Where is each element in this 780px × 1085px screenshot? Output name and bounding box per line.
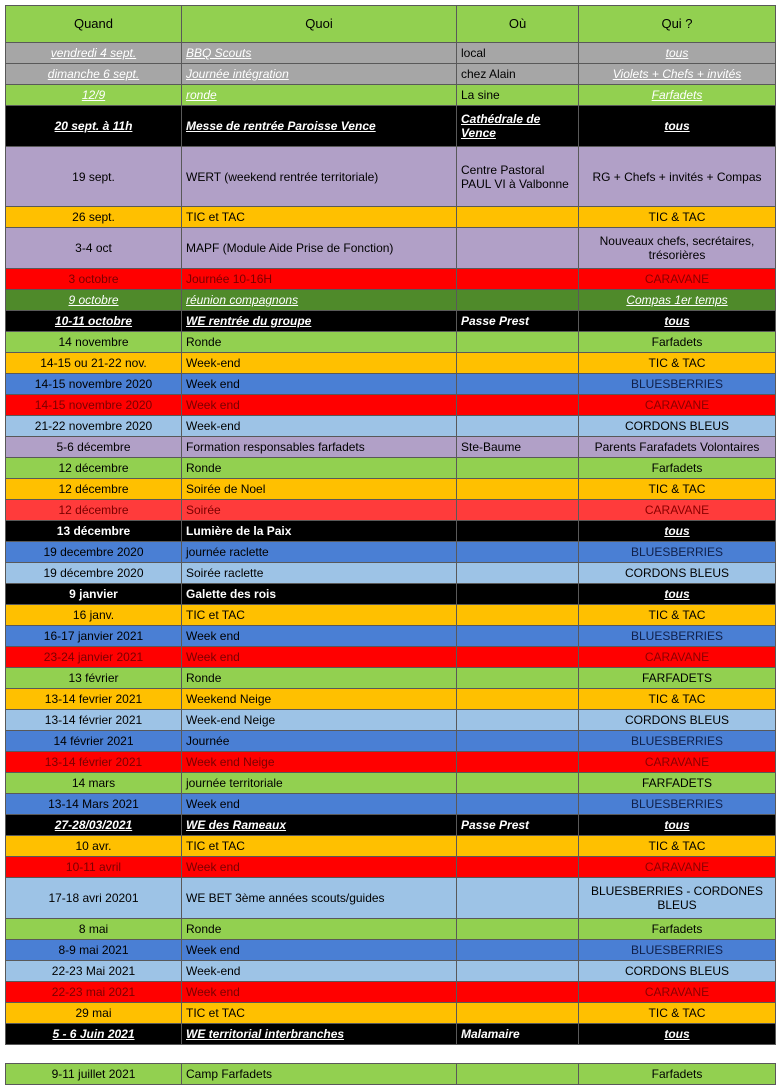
cell-qui[interactable]: CARAVANE <box>579 269 776 290</box>
cell-ou[interactable] <box>457 332 579 353</box>
cell-qui[interactable]: CARAVANE <box>579 752 776 773</box>
cell-quand[interactable]: 10 avr. <box>6 836 182 857</box>
cell-qui[interactable]: TIC & TAC <box>579 605 776 626</box>
cell-quand[interactable]: 5 - 6 Juin 2021 <box>6 1024 182 1045</box>
table-row <box>6 1024 776 1045</box>
schedule-sheet <box>5 5 775 1085</box>
cell-quand[interactable]: 3 octobre <box>6 269 182 290</box>
table-row <box>6 437 776 458</box>
cell-quoi[interactable]: WE territorial interbranches <box>182 1024 457 1045</box>
cell-qui[interactable]: Farfadets <box>579 1064 776 1085</box>
cell-quand[interactable]: 13 décembre <box>6 521 182 542</box>
cell-quoi[interactable]: Week end Neige <box>182 752 457 773</box>
cell-quoi[interactable]: WE BET 3ème années scouts/guides <box>182 878 457 919</box>
cell-quand[interactable]: 13-14 février 2021 <box>6 710 182 731</box>
cell-ou[interactable] <box>457 710 579 731</box>
cell-quand[interactable]: 12 décembre <box>6 500 182 521</box>
table-row <box>6 878 776 919</box>
cell-ou[interactable] <box>457 919 579 940</box>
table-row <box>6 752 776 773</box>
cell-ou[interactable]: Passe Prest <box>457 311 579 332</box>
cell-qui[interactable]: TIC & TAC <box>579 1003 776 1024</box>
cell-ou[interactable] <box>457 542 579 563</box>
table-row <box>6 147 776 207</box>
cell-qui[interactable]: FARFADETS <box>579 668 776 689</box>
cell-qui[interactable]: CARAVANE <box>579 647 776 668</box>
cell-qui[interactable]: RG + Chefs + invités + Compas <box>579 147 776 207</box>
cell-quand[interactable]: 16-17 janvier 2021 <box>6 626 182 647</box>
cell-quand[interactable]: 14 mars <box>6 773 182 794</box>
table-row <box>6 836 776 857</box>
cell-quand[interactable]: 26 sept. <box>6 207 182 228</box>
cell-quand[interactable]: 23-24 janvier 2021 <box>6 647 182 668</box>
cell-qui[interactable]: BLUESBERRIES <box>579 542 776 563</box>
cell-qui[interactable]: tous <box>579 311 776 332</box>
cell-quand[interactable]: 14-15 ou 21-22 nov. <box>6 353 182 374</box>
cell-qui[interactable]: BLUESBERRIES <box>579 940 776 961</box>
cell-qui[interactable]: Compas 1er temps <box>579 290 776 311</box>
header-quand[interactable]: Quand <box>6 6 182 43</box>
table-row <box>6 228 776 269</box>
spacer-cell <box>6 1045 776 1064</box>
cell-qui[interactable]: TIC & TAC <box>579 479 776 500</box>
cell-qui[interactable]: Farfadets <box>579 458 776 479</box>
cell-ou[interactable] <box>457 878 579 919</box>
cell-qui[interactable]: CORDONS BLEUS <box>579 416 776 437</box>
cell-quand[interactable]: 9-11 juillet 2021 <box>6 1064 182 1085</box>
cell-ou[interactable] <box>457 207 579 228</box>
cell-quoi[interactable]: Soirée raclette <box>182 563 457 584</box>
cell-qui[interactable]: Farfadets <box>579 332 776 353</box>
cell-qui[interactable]: tous <box>579 521 776 542</box>
cell-ou[interactable] <box>457 416 579 437</box>
cell-quand[interactable]: 17-18 avri 20201 <box>6 878 182 919</box>
table-row <box>6 689 776 710</box>
cell-quoi[interactable]: Week end <box>182 857 457 878</box>
cell-quoi[interactable]: Ronde <box>182 458 457 479</box>
cell-quand[interactable]: 14-15 novembre 2020 <box>6 374 182 395</box>
table-row <box>6 64 776 85</box>
cell-ou[interactable]: Malamaire <box>457 1024 579 1045</box>
cell-quoi[interactable]: TIC et TAC <box>182 207 457 228</box>
cell-qui[interactable]: BLUESBERRIES <box>579 731 776 752</box>
cell-qui[interactable]: Farfadets <box>579 85 776 106</box>
cell-quoi[interactable]: Lumière de la Paix <box>182 521 457 542</box>
cell-ou[interactable] <box>457 752 579 773</box>
table-row <box>6 731 776 752</box>
cell-quand[interactable]: 9 janvier <box>6 584 182 605</box>
cell-ou[interactable] <box>457 982 579 1003</box>
table-row <box>6 395 776 416</box>
cell-ou[interactable] <box>457 857 579 878</box>
cell-qui[interactable]: tous <box>579 815 776 836</box>
cell-ou[interactable] <box>457 290 579 311</box>
table-row <box>6 521 776 542</box>
cell-qui[interactable]: TIC & TAC <box>579 836 776 857</box>
cell-ou[interactable]: Centre Pastoral PAUL VI à Valbonne <box>457 147 579 207</box>
cell-quand[interactable]: 22-23 Mai 2021 <box>6 961 182 982</box>
table-row <box>6 1064 776 1085</box>
cell-ou[interactable] <box>457 1003 579 1024</box>
cell-quand[interactable]: 13 février <box>6 668 182 689</box>
header-ou[interactable]: Où <box>457 6 579 43</box>
table-row <box>6 290 776 311</box>
table-row <box>6 794 776 815</box>
table-row <box>6 374 776 395</box>
cell-quoi[interactable]: Ronde <box>182 332 457 353</box>
cell-ou[interactable] <box>457 1064 579 1085</box>
cell-quand[interactable]: 12 décembre <box>6 458 182 479</box>
table-row <box>6 85 776 106</box>
schedule-body <box>6 6 776 1085</box>
table-row <box>6 458 776 479</box>
cell-quand[interactable]: 3-4 oct <box>6 228 182 269</box>
cell-ou[interactable] <box>457 458 579 479</box>
table-row <box>6 773 776 794</box>
cell-quand[interactable]: 19 decembre 2020 <box>6 542 182 563</box>
cell-ou[interactable] <box>457 794 579 815</box>
cell-quand[interactable]: vendredi 4 sept. <box>6 43 182 64</box>
cell-quand[interactable]: 14-15 novembre 2020 <box>6 395 182 416</box>
cell-quand[interactable]: 10-11 octobre <box>6 311 182 332</box>
cell-ou[interactable] <box>457 353 579 374</box>
cell-ou[interactable] <box>457 374 579 395</box>
cell-ou[interactable] <box>457 228 579 269</box>
cell-qui[interactable]: CORDONS BLEUS <box>579 710 776 731</box>
cell-quand[interactable]: 29 mai <box>6 1003 182 1024</box>
cell-ou[interactable]: La sine <box>457 85 579 106</box>
cell-quand[interactable]: 13-14 fevrier 2021 <box>6 689 182 710</box>
cell-ou[interactable] <box>457 605 579 626</box>
cell-quand[interactable]: 12 décembre <box>6 479 182 500</box>
cell-qui[interactable]: CARAVANE <box>579 857 776 878</box>
cell-ou[interactable] <box>457 731 579 752</box>
cell-quoi[interactable]: Week-end <box>182 416 457 437</box>
cell-quoi[interactable]: Week end <box>182 374 457 395</box>
cell-quoi[interactable]: Formation responsables farfadets <box>182 437 457 458</box>
table-row <box>6 353 776 374</box>
table-row <box>6 584 776 605</box>
cell-ou[interactable]: Passe Prest <box>457 815 579 836</box>
cell-quoi[interactable]: WERT (weekend rentrée territoriale) <box>182 147 457 207</box>
cell-qui[interactable]: FARFADETS <box>579 773 776 794</box>
cell-qui[interactable]: TIC & TAC <box>579 207 776 228</box>
cell-ou[interactable] <box>457 395 579 416</box>
cell-quoi[interactable]: Messe de rentrée Paroisse Vence <box>182 106 457 147</box>
cell-qui[interactable]: BLUESBERRIES - CORDONES BLEUS <box>579 878 776 919</box>
cell-quoi[interactable]: journée raclette <box>182 542 457 563</box>
cell-quand[interactable]: 8-9 mai 2021 <box>6 940 182 961</box>
cell-quand[interactable]: 10-11 avril <box>6 857 182 878</box>
cell-quoi[interactable]: TIC et TAC <box>182 605 457 626</box>
cell-quoi[interactable]: Weekend Neige <box>182 689 457 710</box>
cell-quoi[interactable]: Week end <box>182 647 457 668</box>
cell-ou[interactable] <box>457 584 579 605</box>
cell-quoi[interactable]: Journée <box>182 731 457 752</box>
cell-quand[interactable]: 13-14 Mars 2021 <box>6 794 182 815</box>
cell-quand[interactable]: 20 sept. à 11h <box>6 106 182 147</box>
cell-ou[interactable] <box>457 647 579 668</box>
cell-quand[interactable]: 8 mai <box>6 919 182 940</box>
cell-ou[interactable] <box>457 269 579 290</box>
table-row <box>6 857 776 878</box>
cell-quoi[interactable]: Week-end <box>182 961 457 982</box>
cell-quoi[interactable]: réunion compagnons <box>182 290 457 311</box>
cell-quand[interactable]: 19 sept. <box>6 147 182 207</box>
cell-qui[interactable]: CORDONS BLEUS <box>579 563 776 584</box>
table-row <box>6 207 776 228</box>
cell-quoi[interactable]: Journée intégration <box>182 64 457 85</box>
cell-quoi[interactable]: BBQ Scouts <box>182 43 457 64</box>
cell-ou[interactable] <box>457 500 579 521</box>
cell-quoi[interactable]: MAPF (Module Aide Prise de Fonction) <box>182 228 457 269</box>
table-row <box>6 563 776 584</box>
table-row <box>6 626 776 647</box>
cell-ou[interactable] <box>457 773 579 794</box>
cell-quoi[interactable]: TIC et TAC <box>182 1003 457 1024</box>
cell-ou[interactable] <box>457 836 579 857</box>
cell-qui[interactable]: Parents Farafadets Volontaires <box>579 437 776 458</box>
cell-quoi[interactable]: TIC et TAC <box>182 836 457 857</box>
cell-ou[interactable]: Cathédrale de Vence <box>457 106 579 147</box>
table-row <box>6 647 776 668</box>
spacer-row <box>6 1045 776 1064</box>
cell-ou[interactable] <box>457 479 579 500</box>
cell-quoi[interactable]: Soirée de Noel <box>182 479 457 500</box>
cell-quoi[interactable]: Journée 10-16H <box>182 269 457 290</box>
cell-ou[interactable] <box>457 940 579 961</box>
cell-quoi[interactable]: Camp Farfadets <box>182 1064 457 1085</box>
cell-qui[interactable]: BLUESBERRIES <box>579 794 776 815</box>
table-row <box>6 668 776 689</box>
cell-ou[interactable]: Ste-Baume <box>457 437 579 458</box>
table-row <box>6 710 776 731</box>
cell-qui[interactable]: TIC & TAC <box>579 689 776 710</box>
cell-qui[interactable]: CARAVANE <box>579 395 776 416</box>
cell-quoi[interactable]: ronde <box>182 85 457 106</box>
cell-quoi[interactable]: Soirée <box>182 500 457 521</box>
cell-quand[interactable]: 14 février 2021 <box>6 731 182 752</box>
table-row <box>6 479 776 500</box>
cell-qui[interactable]: CORDONS BLEUS <box>579 961 776 982</box>
cell-quand[interactable]: 14 novembre <box>6 332 182 353</box>
cell-quand[interactable]: dimanche 6 sept. <box>6 64 182 85</box>
cell-ou[interactable]: local <box>457 43 579 64</box>
table-row <box>6 961 776 982</box>
cell-quand[interactable]: 21-22 novembre 2020 <box>6 416 182 437</box>
cell-quoi[interactable]: Week end <box>182 982 457 1003</box>
table-row <box>6 43 776 64</box>
table-row <box>6 106 776 147</box>
cell-ou[interactable]: chez Alain <box>457 64 579 85</box>
table-row <box>6 815 776 836</box>
cell-quoi[interactable]: WE rentrée du groupe <box>182 311 457 332</box>
cell-quoi[interactable]: Week-end Neige <box>182 710 457 731</box>
cell-qui[interactable]: Violets + Chefs + invités <box>579 64 776 85</box>
cell-qui[interactable]: Farfadets <box>579 919 776 940</box>
cell-qui[interactable]: tous <box>579 106 776 147</box>
table-row <box>6 542 776 563</box>
table-row <box>6 940 776 961</box>
cell-qui[interactable]: BLUESBERRIES <box>579 626 776 647</box>
cell-qui[interactable]: Nouveaux chefs, secrétaires, trésorières <box>579 228 776 269</box>
cell-quoi[interactable]: Week end <box>182 626 457 647</box>
table-row <box>6 416 776 437</box>
table-row <box>6 919 776 940</box>
cell-qui[interactable]: tous <box>579 1024 776 1045</box>
cell-qui[interactable]: tous <box>579 584 776 605</box>
cell-quand[interactable]: 12/9 <box>6 85 182 106</box>
cell-quand[interactable]: 27-28/03/2021 <box>6 815 182 836</box>
cell-quoi[interactable]: Ronde <box>182 919 457 940</box>
cell-quand[interactable]: 9 octobre <box>6 290 182 311</box>
cell-quoi[interactable]: Ronde <box>182 668 457 689</box>
cell-qui[interactable]: CARAVANE <box>579 982 776 1003</box>
table-row <box>6 269 776 290</box>
header-qui[interactable]: Qui ? <box>579 6 776 43</box>
table-row <box>6 982 776 1003</box>
cell-ou[interactable] <box>457 961 579 982</box>
table-row <box>6 311 776 332</box>
header-row <box>6 6 776 43</box>
cell-quoi[interactable]: WE des Rameaux <box>182 815 457 836</box>
table-row <box>6 332 776 353</box>
cell-ou[interactable] <box>457 563 579 584</box>
cell-qui[interactable]: tous <box>579 43 776 64</box>
cell-quand[interactable]: 13-14 février 2021 <box>6 752 182 773</box>
cell-quand[interactable]: 16 janv. <box>6 605 182 626</box>
schedule-table <box>5 5 776 1085</box>
cell-qui[interactable]: BLUESBERRIES <box>579 374 776 395</box>
cell-quoi[interactable]: Week-end <box>182 353 457 374</box>
cell-ou[interactable] <box>457 521 579 542</box>
cell-quand[interactable]: 19 décembre 2020 <box>6 563 182 584</box>
header-quoi[interactable]: Quoi <box>182 6 457 43</box>
cell-ou[interactable] <box>457 626 579 647</box>
cell-quoi[interactable]: Week end <box>182 940 457 961</box>
cell-quand[interactable]: 5-6 décembre <box>6 437 182 458</box>
cell-quand[interactable]: 22-23 mai 2021 <box>6 982 182 1003</box>
cell-qui[interactable]: TIC & TAC <box>579 353 776 374</box>
table-row <box>6 500 776 521</box>
cell-ou[interactable] <box>457 689 579 710</box>
cell-qui[interactable]: CARAVANE <box>579 500 776 521</box>
cell-quoi[interactable]: Galette des rois <box>182 584 457 605</box>
cell-quoi[interactable]: journée territoriale <box>182 773 457 794</box>
cell-ou[interactable] <box>457 668 579 689</box>
table-row <box>6 1003 776 1024</box>
cell-quoi[interactable]: Week end <box>182 794 457 815</box>
table-row <box>6 605 776 626</box>
cell-quoi[interactable]: Week end <box>182 395 457 416</box>
